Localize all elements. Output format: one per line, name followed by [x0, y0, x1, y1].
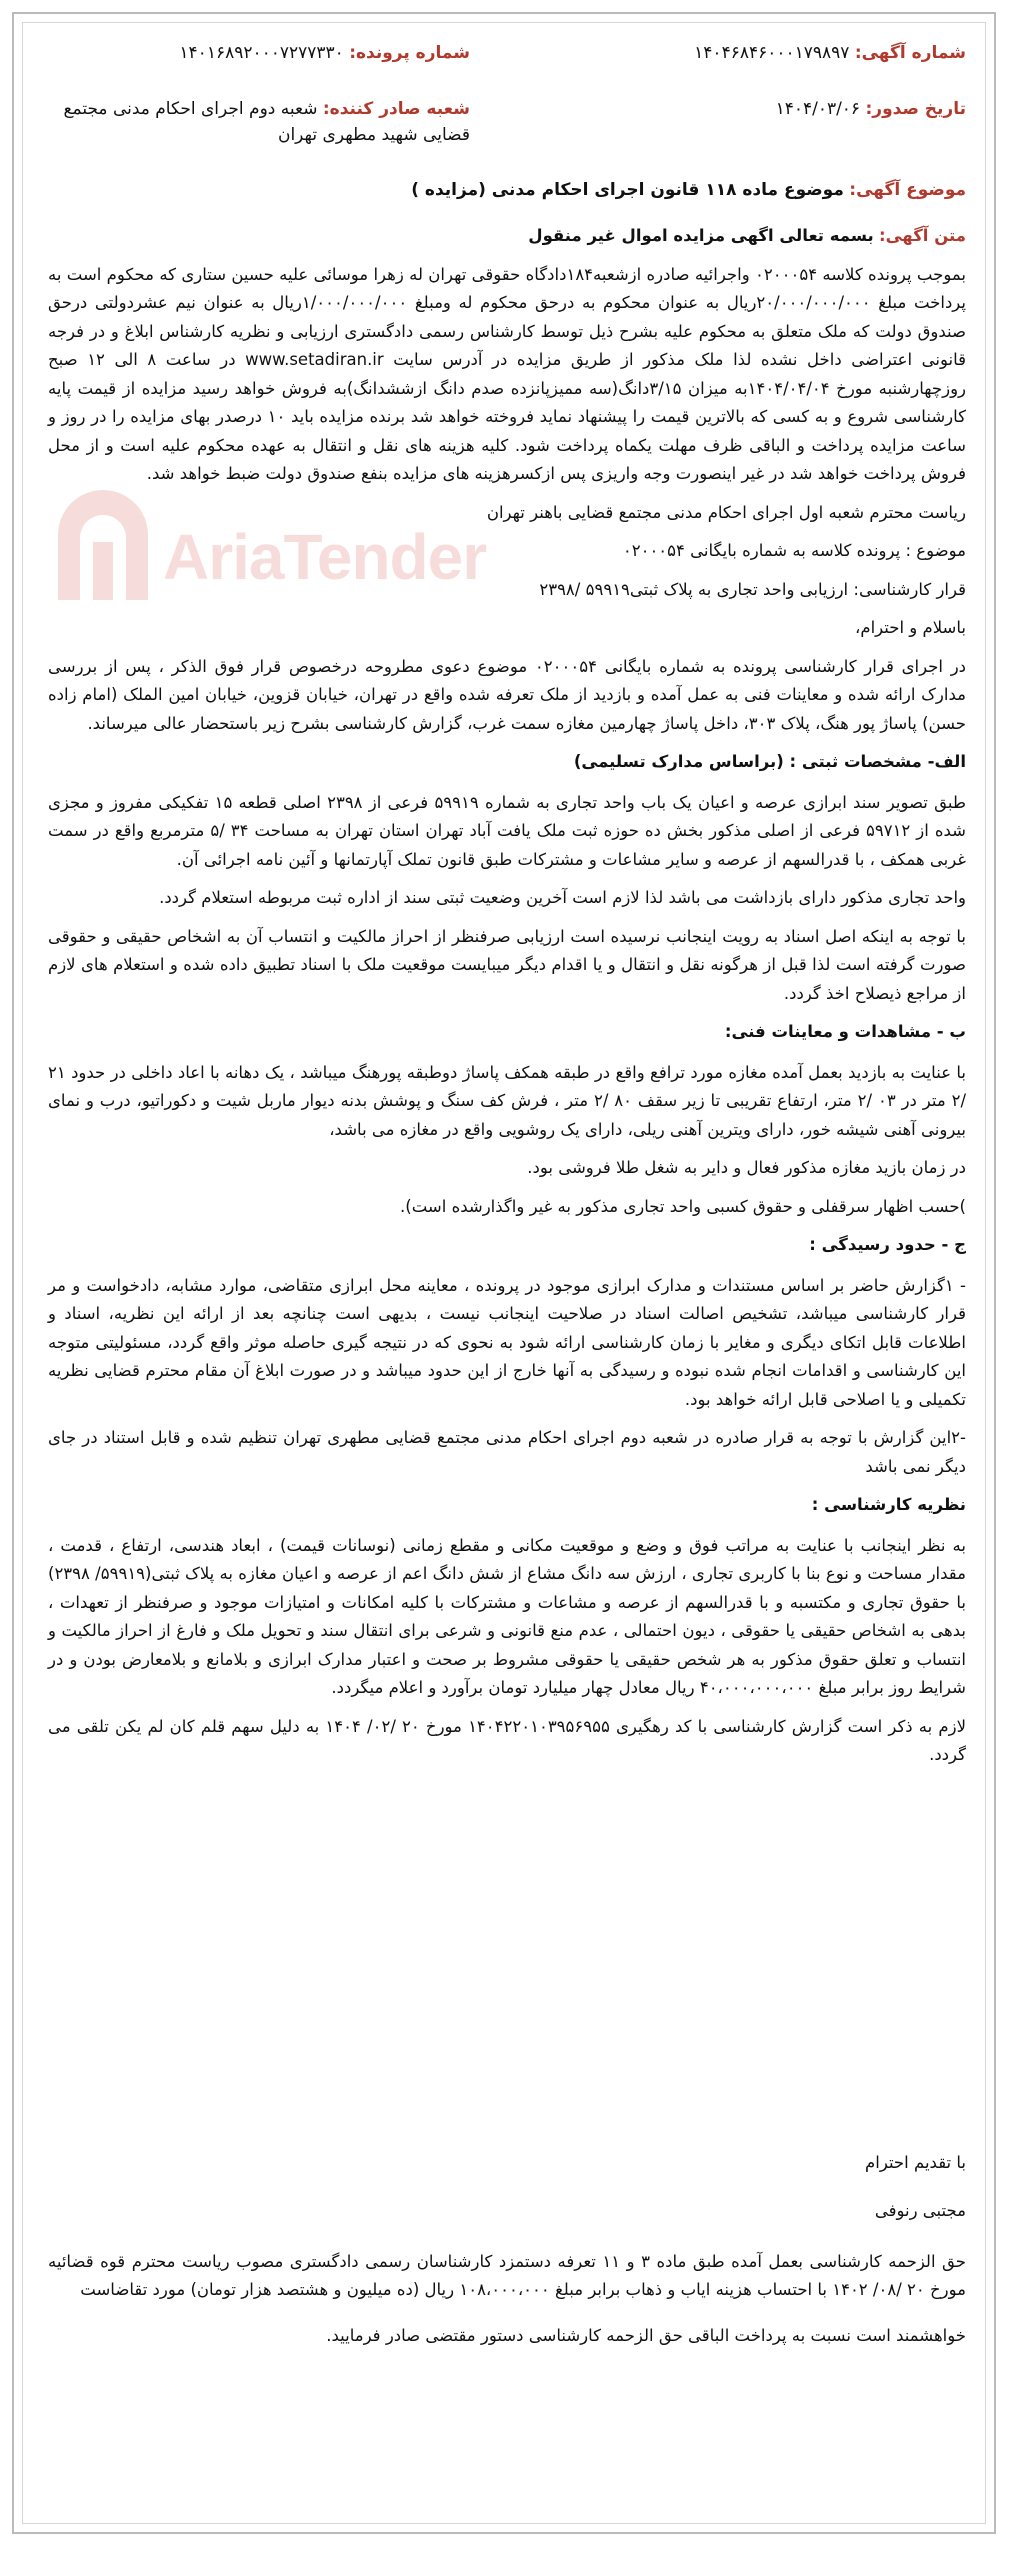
opinion-heading: نظریه کارشناسی :: [811, 1495, 966, 1514]
ad-subject: [411, 180, 966, 200]
issuing-branch-label: شعبه صادر کننده:: [322, 99, 470, 119]
ad-text-title: بسمه تعالی اگهی مزایده اموال غیر منقول: [528, 226, 874, 245]
greeting: باسلام و احترام،: [855, 618, 966, 637]
documents-paragraph: با توجه به اینکه اصل اسناد به رویت اینجانب نرسیده است ارزیابی صرفنظر از احراز مالکیت و انتساب آن به اشخاص حقیقی و حقوقی صورت گرفته است لذا قبل از هرگونه نقل و انتقال و یا اقدام دیگر میبایست موقعیت ملک با اسناد تطبیق داده شده و استعلام های لازم از مراجع ذیصلاح اخذ گردد.: [48, 926, 966, 1003]
fees-section: [48, 2248, 966, 2368]
intro-paragraph: در اجرای قرار کارشناسی پرونده به شماره بایگانی ۰۲۰۰۰۵۴ موضوع دعوی مطروحه درخصوص قرار فوق الذکر ، پس از بررسی مدارک ارائه شده و معاینات فنی به عمل آمده و بازدید از ملک تعرفه شده واقع در تهران، خیابان قزوین، خیابان امین الملک (امام زاده حسن) پاساژ پور هنگ، پلاک ۳۰۳، داخل پاساژ چهارمین مغازه سمت غرب، گزارش کارشناسی بشرح زیر باستحضار عالی میرساند.: [48, 656, 967, 733]
notice-body: [48, 222, 966, 1780]
case-number-label: شماره پرونده:: [349, 43, 470, 63]
issue-date: [776, 96, 966, 122]
issue-date-label: تاریخ صدور:: [865, 99, 966, 119]
body-title: [48, 222, 966, 251]
issue-date-value: ۱۴۰۴/۰۳/۰۶: [775, 99, 861, 119]
case-number: [179, 40, 470, 66]
ad-number: [694, 40, 966, 66]
opinion-paragraph: به نظر اینجانب با عنایت به مراتب فوق و وضع و موقعیت مکانی و مقطع زمانی (نوسانات قیمت) ، ابعاد هندسی، ارتفاع ، قدمت ، مقدار مساحت و نوع بنا با کاربری تجاری ، ارزش سه دانگ مشاع از شش دانگ اعم از عرصه و اعیان مغازه به پلاک ثبتی(۵۹۹۱۹/ ۲۳۹۸) با حقوق تجاری و مکتسبه و با قدرالسهم از عرصه و مشاعات و مشترکات با کلیه امکانات و امتیازات موجود و صرفنظر از تعهدات ، بدهی به اشخاص حقیقی یا حقوقی ، دیون احتمالی ، عدم منع قانونی و شرعی برای انتقال سند و تحویل ملک و فارغ از احراز مالکیت و انتساب و تعلق حقوق مذکور به هر شخص حقیقی یا حقوقی مشروط بر صحت و اعتبار مدارک ابرازی و بلامانع و بلامعارض بودن و در شرایط روز برابر مبلغ ۴۰،۰۰۰،۰۰۰،۰۰۰ ریال معادل چهار میلیارد تومان برآورد و اعلام میگردد.: [48, 1535, 966, 1697]
expert-order-line: قرار کارشناسی: ارزیابی واحد تجاری به پلاک ثبتی۵۹۹۱۹ /۲۳۹۸: [539, 579, 966, 599]
section-a-heading: الف- مشخصات ثبتی : (براساس مدارک تسلیمی): [573, 752, 966, 771]
issuing-branch-value: شعبه دوم اجرای احکام مدنی مجتمع قضایی شهید مطهری تهران: [63, 99, 470, 145]
goodwill-note: )حسب اظهار سرقفلی و حقوق کسبی واحد تجاری مذکور به غیر واگذارشده است).: [400, 1196, 966, 1216]
auction-paragraph: بموجب پرونده کلاسه ۰۲۰۰۰۵۴ واجرائیه صادره ازشعبه۱۸۴دادگاه حقوقی تهران له زهرا موسائی علیه حسین ستاری که محکوم است به پرداخت مبلغ ۲۰/۰۰۰/۰۰۰/۰۰۰ریال به عنوان محکوم به درحق محکوم له ومبلغ ۱/۰۰۰/۰۰۰/۰۰۰ریال به عنوان نیم عشردولتی درحق صندوق دولت که ملک متعلق به محکوم علیه بشرح ذیل توسط کارشناس رسمی دادگستری ارزیابی و نظریه کارشناس ابلاغ و در فرجه قانونی اعتراضی داخل نشده لذا ملک مذکور از طریق مزایده در آدرس سایت www.setadiran.ir در ساعت ۸ الی ۱۲ صبح روزچهارشنبه مورخ ۱۴۰۴/۰۴/۰۴به میزان ۳/۱۵دانگ(سه ممیزپانزده صدم دانگ ازششدانگ)به فروش خواهد رسید مزایده از قیمت پایه کارشناسی شروع و به کسی که بالاترین قیمت را پیشنهاد نماید فروخته خواهد شد برنده مزایده باید ۱۰ درصدر بهای مزایده را در روز و ساعت مزایده پرداخت و الباقی ظرف مهلت یکماه پرداخت شود. کلیه هزینه های نقل و انتقال به عهده محکوم علیه است و از محل فروش پرداخت خواهد شد در غیر اینصورت وجه واریزی پس ازکسرهزینه های مزایده بنفع صندوق دولت ضبط خواهد شد.: [48, 264, 967, 483]
fee-paragraph: حق الزحمه کارشناسی بعمل آمده طبق ماده ۳ و ۱۱ تعرفه دستمزد کارشناسان رسمی دادگستری مصوب ریاست محترم قوه قضائیه مورخ ۲۰ /۰۸/ ۱۴۰۲ با احتساب هزینه ایاب و ذهاب برابر مبلغ ۱۰۸،۰۰۰،۰۰۰ ریال (ده میلیون و هشتصد هزار تومان) مورد تقاضاست: [48, 2252, 967, 2299]
ad-text-label: متن آگهی:: [879, 226, 966, 245]
scope-paragraph-2: -۲این گزارش با توجه به قرار صادره در شعبه دوم اجرای احکام مدنی مجتمع قضایی مطهری تهران تنظیم شده و قابل استناد در جای دیگر نمی باشد: [48, 1428, 966, 1476]
inspection-paragraph: با عنایت به بازدید بعمل آمده مغازه مورد ترافع واقع در طبقه همکف پاساژ دوطبقه پورهنگ میباشد ، یک دهانه با اعاد داخلی در حدود ۲۱ /۲ متر در ۰۳ /۲ متر، ارتفاع تقریبی تا زیر سقف ۸۰ /۲ متر ، فرش کف سنگ و پوشش بدنه دیوار ماربل شیت و دکوراتیو، درب و نمای بیرونی آهنی شیشه خور، دارای ویترین آهنی ریلی، دارای یک روشویی واقع در مغازه می باشد،: [48, 1062, 966, 1139]
closing-line: با تقدیم احترام: [865, 2153, 966, 2172]
fee-request: خواهشمند است نسبت به پرداخت الباقی حق الزحمه کارشناسی دستور مقتضی صادر فرمایید.: [326, 2326, 966, 2345]
shop-status: در زمان بازید مغازه مذکور فعال و دایر به شغل طلا فروشی بود.: [527, 1158, 966, 1177]
ad-number-value: ۱۴۰۴۶۸۴۶۰۰۰۱۷۹۸۹۷: [694, 43, 850, 63]
issuing-branch: [40, 96, 470, 148]
ad-subject-value: موضوع ماده ۱۱۸ قانون اجرای احکام مدنی (مزایده ): [411, 180, 844, 200]
seizure-paragraph: واحد تجاری مذکور دارای بازداشت می باشد لذا لازم است آخرین وضعیت ثبتی سند از اداره ثبت مربوطه استعلام گردد.: [159, 888, 966, 907]
section-c-heading: ج - حدود رسیدگی :: [809, 1235, 966, 1254]
subject-line: موضوع : پرونده کلاسه به شماره بایگانی ۰۲۰۰۰۵۴: [622, 541, 966, 560]
expert-name: مجتبی رنوفی: [874, 2201, 966, 2220]
section-b-heading: ب - مشاهدات و معاینات فنی:: [724, 1022, 966, 1041]
watermark-text: AriaTender: [163, 521, 487, 593]
case-number-value: ۱۴۰۱۶۸۹۲۰۰۰۷۲۷۷۳۳۰: [179, 43, 344, 63]
registration-paragraph: طبق تصویر سند ابرازی عرصه و اعیان یک باب واحد تجاری به شماره ۵۹۹۱۹ فرعی از ۲۳۹۸ اصلی قطعه ۱۵ تفکیکی مفروز و مجزی شده از ۵۹۷۱۲ فرعی از اصلی مذکور بخش ده حوزه ثبت ملک یافت آباد تهران استان تهران به مساحت ۳۴ /۵ مترمربع واقع در سمت غربی همکف ، با قدرالسهم از عرصه و سایر مشاعات و مشترکات طبق قانون تملک آپارتمانها و آئین نامه اجرائی آن.: [48, 792, 966, 869]
addressee: ریاست محترم شعبه اول اجرای احکام مدنی مجتمع قضایی باهنر تهران: [486, 502, 966, 522]
ad-number-label: شماره آگهی:: [854, 43, 966, 63]
ad-subject-label: موضوع آگهی:: [849, 180, 966, 200]
tracking-note: لازم به ذکر است گزارش کارشناسی با کد رهگیری ۱۴۰۴۲۲۰۱۰۳۹۵۶۹۵۵ مورخ ۲۰ /۰۲/ ۱۴۰۴ به دلیل سهم قلم کان لم یکن تلقی می گردد.: [48, 1716, 966, 1764]
scope-paragraph-1: - ۱گزارش حاضر بر اساس مستندات و مدارک ابرازی موجود در پرونده ، معاینه محل ابرازی متقاضی، موارد مشابه، دادخواست و مر قرار کارشناسی میباشد، تشخیص اصالت اسناد در صلاحیت اینجانب نیست ، بدیهی است چنانچه بعد از ارائه این نظریه، اسناد و اطلاعات قابل اتکای دیگری و مغایر با زمان کارشناسی ارائه شود به نحوی که در نتیجه گیری حاصله موثر واقع گردد، مسئولیتی متوجه این کارشناسی و اقدامات انجام شده نبوده و رسیدگی به آنها خارج از این حدود میباشد و در صورت ابلاغ آن مقام محترم قضایی نظریه تکمیلی و یا اصلاحی قابل ارائه خواهد بود.: [48, 1275, 966, 1409]
